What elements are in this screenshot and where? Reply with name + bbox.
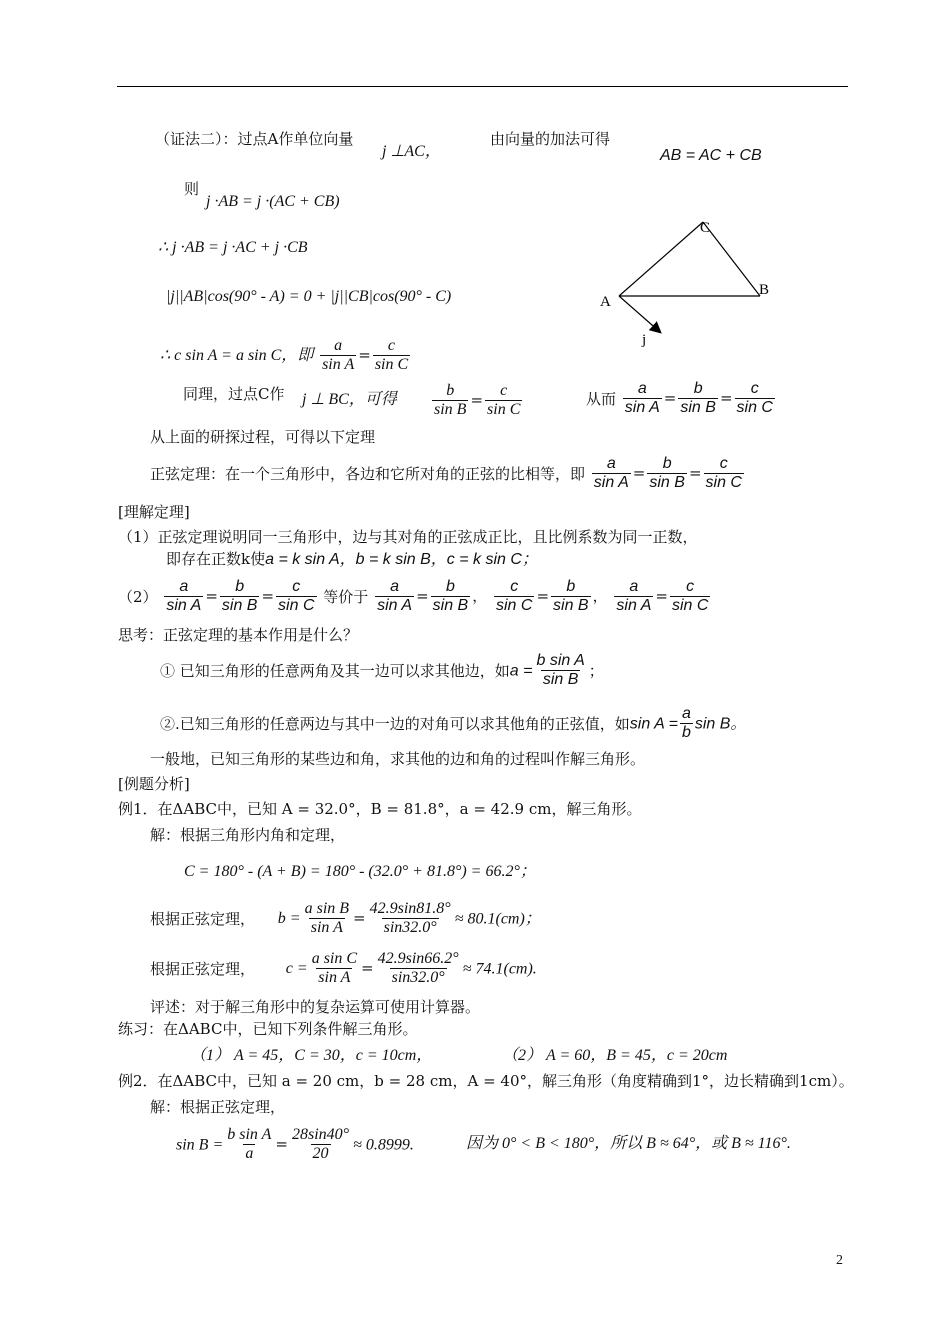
- vector-add-text: 由向量的加法可得: [490, 130, 611, 148]
- cos-eq: |j||AB|cos(90° - A) = 0 + |j||CB|cos(90° - C): [166, 288, 452, 305]
- sine-law-statement: 正弦定理：在一个三角形中，各边和它所对角的正弦的比相等，即 $\frac{a}{\text{sin A}}$ = $\frac{b}{\text{sin B}}$ = $\frac{c}{\text{sin C}}$: [150, 455, 742, 492]
- angle-c-calc: C = 180° - (A + B) = 180° - (32.0° + 81.8°) = 66.2°；: [184, 863, 536, 880]
- triangle-figure: [590, 210, 780, 355]
- dot-eq-1: j ·AB = j ·(AC + CB): [206, 193, 340, 210]
- side-AC: [619, 222, 703, 296]
- example-2: 例2．在ΔABC中，已知 a = 20 cm，b = 28 cm，A = 40°，解三角形（角度精确到1°，边长精确到1cm）。: [118, 1072, 854, 1090]
- vector-j-label: j: [642, 332, 647, 348]
- use-2: ②.已知三角形的任意两边与其中一边的对角可以求其他角的正弦值，如sin A = $\frac{a}{b}$ sin B。: [160, 705, 747, 742]
- then-label: 则: [184, 180, 200, 198]
- vertex-c-label: C: [700, 220, 711, 236]
- side-c-calc: 根据正弦定理， c = $\frac{\text{a sin C}}{\text{sin A}}$ = $\frac{42.9\sin 66.2^\circ}{\sin 32.0^\circ}$ ≈ 74.1(cm).: [150, 950, 537, 987]
- understand-2: （2） $\frac{a}{\text{sin A}}$ = $\frac{b}{\text{sin B}}$ = $\frac{c}{\text{sin C}}$ 等价于 $\frac{a}{\text{sin A}}$ = $\frac{b}{\text{sin B}}$ ， $\frac{c}{\text{sin C}}$ = $\frac{b}{\text{sin B}}$ ， $\frac{a}{\text{sin A}}$ = $\frac{c}{\text{sin C}}$: [118, 578, 709, 615]
- from-above-text: 从上面的研探过程，可得以下定理: [150, 428, 376, 446]
- vector-j-arrow: [619, 296, 660, 332]
- thus-ratio: 从而 $\frac{a}{\text{sin A}}$ = $\frac{b}{\text{sin B}}$ = $\frac{c}{\text{sin C}}$: [586, 380, 773, 417]
- section-understand: [理解定理]: [118, 503, 190, 521]
- angle-b-result: 因为 0° < B < 180°，所以 B ≈ 64°，或 B ≈ 116°.: [466, 1135, 791, 1152]
- ratio-b-c: $\frac{b}{\text{sin B}}$ = $\frac{c}{\text{sin C}}$: [434, 382, 521, 419]
- sinB-calc: sin B = $\frac{\text{b sin A}}{a}$ = $\frac{28\sin 40^\circ}{20}$ ≈ 0.8999.: [176, 1126, 414, 1163]
- page-number: 2: [836, 1253, 843, 1268]
- example-1: 例1．在ΔABC中，已知 A = 32.0°，B = 81.8°，a = 42.9 cm，解三角形。: [118, 800, 642, 818]
- use-1: ① 已知三角形的任意两角及其一边可以求其他边，如a = $\frac{\text{b sin A}}{\text{sin B}}$ ；: [160, 652, 604, 689]
- understand-1: （1）正弦定理说明同一三角形中，边与其对角的正弦成正比，且比例系数为同一正数，: [118, 528, 698, 546]
- think-question: 思考：正弦定理的基本作用是什么？: [118, 626, 359, 644]
- review-text: 评述：对于解三角形中的复杂运算可使用计算器。: [150, 998, 481, 1016]
- exercise-intro: 练习：在ΔABC中，已知下列条件解三角形。: [118, 1020, 418, 1038]
- unit-vector-perp: j ⊥AC，: [382, 143, 441, 160]
- proof2-intro: （证法二）：过点A作单位向量: [155, 130, 354, 148]
- vertex-b-label: B: [759, 282, 770, 298]
- vector-add-eq: AB = AC + CB: [660, 147, 762, 164]
- dot-eq-2: ∴ j ·AB = j ·AC + j ·CB: [158, 239, 308, 256]
- vertex-a-label: A: [600, 294, 611, 310]
- similarly-text: 同理，过点C作: [183, 385, 285, 403]
- side-b-calc: 根据正弦定理， b = $\frac{\text{a sin B}}{\text{sin A}}$ = $\frac{42.9\sin 81.8^\circ}{\sin 32.0^\circ}$ ≈ 80.1(cm)；: [150, 900, 541, 937]
- section-examples: [例题分析]: [118, 775, 190, 793]
- sine-relation-line: ∴ c sin A = a sin C，即 $\frac{a}{\text{sin A}}$ = $\frac{c}{\text{sin C}}$: [160, 337, 409, 374]
- fraction-c-sinC: $\frac{c}{\text{sin C}}$: [374, 337, 409, 374]
- solve-triangle-def: 一般地，已知三角形的某些边和角，求其他的边和角的过程叫作解三角形。: [150, 750, 646, 768]
- header-rule: [117, 86, 848, 87]
- perp-bc: j ⊥ BC，可得: [302, 391, 397, 408]
- exercise-2: （2） A = 60，B = 45，c = 20cm: [502, 1047, 728, 1064]
- example-1-solution: 解：根据三角形内角和定理，: [150, 826, 346, 844]
- side-CB: [703, 222, 760, 296]
- sine-relation-text: ∴ c sin A = a sin C，即: [160, 346, 314, 364]
- fraction-a-sinA: $\frac{a}{\text{sin A}}$: [322, 337, 355, 374]
- example-2-solution: 解：根据正弦定理，: [150, 1098, 286, 1116]
- exercise-1: （1） A = 45，C = 30，c = 10cm，: [190, 1047, 433, 1064]
- understand-1b: 即存在正数k使a = k sin A，b = k sin B，c = k sin C；: [166, 550, 538, 568]
